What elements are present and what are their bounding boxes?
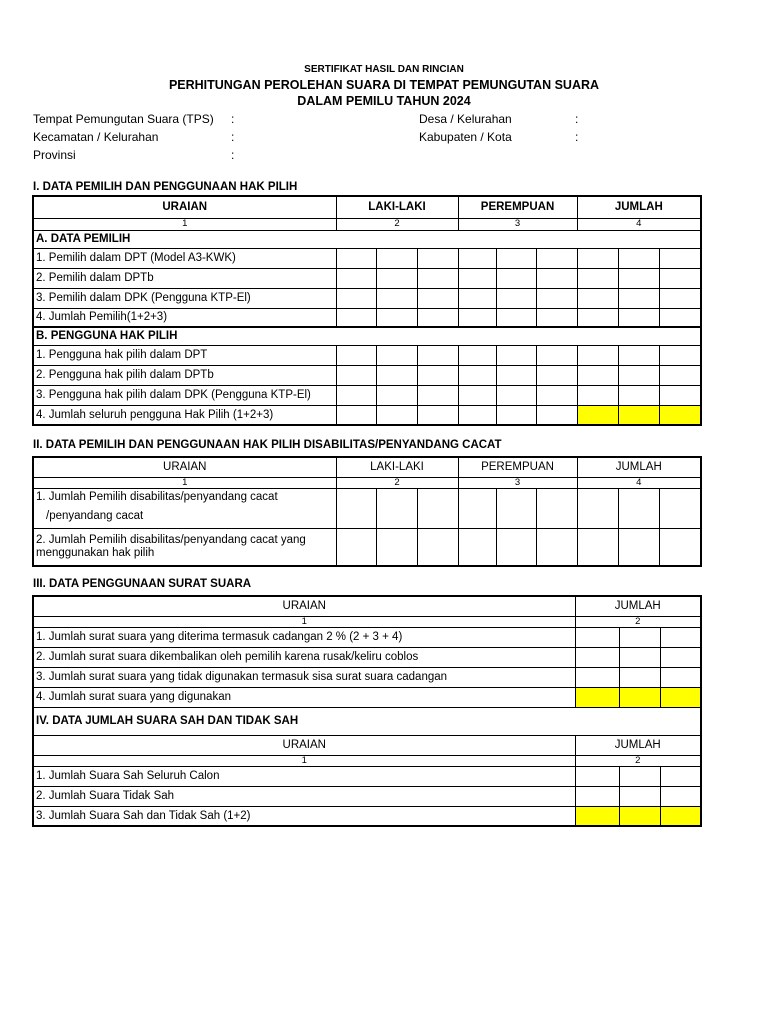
- row-label: 3. Jumlah surat suara yang tidak digunakan termasuk sisa surat suara cadangan: [33, 667, 575, 687]
- header-jumlah: JUMLAH: [577, 196, 701, 218]
- row-label-line1: 1. Jumlah Pemilih disabilitas/penyandang cacat: [36, 490, 278, 503]
- digit-cell[interactable]: [575, 667, 619, 687]
- digit-cell[interactable]: [536, 288, 577, 308]
- digit-cell[interactable]: [496, 365, 536, 385]
- section-3-table: [32, 595, 702, 827]
- digit-cell[interactable]: [577, 308, 618, 327]
- digit-cell[interactable]: [458, 365, 496, 385]
- table-row: [33, 308, 701, 327]
- label-tps: Tempat Pemungutan Suara (TPS): [33, 112, 214, 126]
- col-num: 3: [458, 218, 577, 230]
- digit-cell[interactable]: [417, 345, 458, 365]
- section-1-title: I. DATA PEMILIH DAN PENGGUNAAN HAK PILIH: [33, 181, 298, 193]
- digit-cell[interactable]: [496, 488, 536, 528]
- digit-cell[interactable]: [417, 248, 458, 268]
- col-num: 2: [575, 755, 701, 766]
- digit-cell[interactable]: [577, 528, 618, 566]
- digit-cell[interactable]: [659, 248, 701, 268]
- digit-cell[interactable]: [659, 268, 701, 288]
- col-num: 4: [577, 218, 701, 230]
- digit-cell[interactable]: [659, 288, 701, 308]
- digit-cell[interactable]: [417, 405, 458, 425]
- header-jumlah: JUMLAH: [575, 596, 701, 616]
- digit-cell[interactable]: [659, 488, 701, 528]
- digit-cell[interactable]: [336, 365, 376, 385]
- row-label: 1. Jumlah Suara Sah Seluruh Calon: [33, 766, 575, 786]
- table-row: [33, 385, 701, 405]
- label-desa: Desa / Kelurahan: [419, 112, 512, 126]
- label-kabupaten: Kabupaten / Kota: [419, 130, 512, 144]
- digit-cell[interactable]: [619, 647, 660, 667]
- total-cell[interactable]: [577, 405, 618, 425]
- group-a-label: A. DATA PEMILIH: [33, 230, 701, 248]
- row-label: 4. Jumlah Pemilih(1+2+3): [33, 308, 336, 327]
- digit-cell[interactable]: [575, 766, 619, 786]
- digit-cell[interactable]: [417, 528, 458, 566]
- digit-cell[interactable]: [660, 667, 701, 687]
- col-num: 2: [575, 616, 701, 627]
- table-row: [33, 365, 701, 385]
- total-cell[interactable]: [575, 806, 619, 826]
- section-2-title: II. DATA PEMILIH DAN PENGGUNAAN HAK PILIH DISABILITAS/PENYANDANG CACAT: [33, 439, 502, 451]
- col-num: 2: [336, 477, 458, 488]
- digit-cell[interactable]: [660, 627, 701, 647]
- total-cell[interactable]: [618, 405, 659, 425]
- digit-cell[interactable]: [618, 308, 659, 327]
- digit-cell[interactable]: [575, 647, 619, 667]
- row-label: [33, 488, 336, 528]
- digit-cell[interactable]: [336, 345, 376, 365]
- group-b-label: B. PENGGUNA HAK PILIH: [33, 327, 701, 345]
- digit-cell[interactable]: [618, 345, 659, 365]
- digit-cell[interactable]: [536, 308, 577, 327]
- digit-cell[interactable]: [536, 488, 577, 528]
- digit-cell[interactable]: [336, 528, 376, 566]
- colon-kabupaten: :: [575, 130, 579, 144]
- digit-cell[interactable]: [458, 385, 496, 405]
- row-label: 2. Pengguna hak pilih dalam DPTb: [33, 365, 336, 385]
- digit-cell[interactable]: [618, 288, 659, 308]
- digit-cell[interactable]: [496, 268, 536, 288]
- row-label: 1. Jumlah surat suara yang diterima termasuk cadangan 2 % (2 + 3 + 4): [33, 627, 575, 647]
- header-uraian: URAIAN: [33, 735, 575, 755]
- digit-cell[interactable]: [496, 308, 536, 327]
- digit-cell[interactable]: [536, 345, 577, 365]
- table-row: [33, 766, 701, 786]
- column-number-row: [33, 218, 701, 230]
- digit-cell[interactable]: [618, 528, 659, 566]
- row-label: 3. Jumlah Suara Sah dan Tidak Sah (1+2): [33, 806, 575, 826]
- section-2-table: [32, 456, 702, 567]
- digit-cell[interactable]: [417, 308, 458, 327]
- digit-cell[interactable]: [577, 385, 618, 405]
- table-row: [33, 405, 701, 425]
- header-uraian: URAIAN: [33, 596, 575, 616]
- row-label: 3. Pengguna hak pilih dalam DPK (Pengguna KTP-El): [33, 385, 336, 405]
- digit-cell[interactable]: [496, 528, 536, 566]
- digit-cell[interactable]: [660, 766, 701, 786]
- digit-cell[interactable]: [336, 308, 376, 327]
- digit-cell[interactable]: [577, 248, 618, 268]
- row-label: 2. Jumlah surat suara dikembalikan oleh pemilih karena rusak/keliru coblos: [33, 647, 575, 667]
- colon-tps: :: [231, 112, 235, 126]
- digit-cell[interactable]: [536, 385, 577, 405]
- digit-cell[interactable]: [458, 528, 496, 566]
- row-label: 2. Pemilih dalam DPTb: [33, 268, 336, 288]
- total-cell[interactable]: [619, 806, 660, 826]
- digit-cell[interactable]: [336, 405, 376, 425]
- digit-cell[interactable]: [496, 248, 536, 268]
- digit-cell[interactable]: [417, 365, 458, 385]
- digit-cell[interactable]: [536, 248, 577, 268]
- digit-cell[interactable]: [618, 248, 659, 268]
- section-4-title-row: [33, 707, 701, 735]
- column-number-row: [33, 755, 701, 766]
- table-row: [33, 667, 701, 687]
- column-number-row: [33, 616, 701, 627]
- digit-cell[interactable]: [659, 365, 701, 385]
- section-4-title: IV. DATA JUMLAH SUARA SAH DAN TIDAK SAH: [33, 707, 701, 735]
- certificate-subtitle: SERTIFIKAT HASIL DAN RINCIAN: [304, 64, 464, 75]
- digit-cell[interactable]: [417, 488, 458, 528]
- colon-provinsi: :: [231, 148, 235, 162]
- digit-cell[interactable]: [458, 405, 496, 425]
- digit-cell[interactable]: [376, 365, 417, 385]
- certificate-title: PERHITUNGAN PEROLEHAN SUARA DI TEMPAT PEMUNGUTAN SUARA: [168, 78, 600, 92]
- column-number-row: [33, 477, 701, 488]
- table-header-row: [33, 457, 701, 477]
- digit-cell[interactable]: [336, 248, 376, 268]
- table-row: [33, 806, 701, 826]
- digit-cell[interactable]: [536, 528, 577, 566]
- digit-cell[interactable]: [577, 365, 618, 385]
- table-row: [33, 345, 701, 365]
- digit-cell[interactable]: [659, 308, 701, 327]
- section-1-table: [32, 195, 702, 426]
- digit-cell[interactable]: [536, 405, 577, 425]
- digit-cell[interactable]: [376, 248, 417, 268]
- row-label: 1. Pemilih dalam DPT (Model A3-KWK): [33, 248, 336, 268]
- row-label: 4. Jumlah seluruh pengguna Hak Pilih (1+2+3): [33, 405, 336, 425]
- digit-cell[interactable]: [458, 488, 496, 528]
- digit-cell[interactable]: [496, 288, 536, 308]
- row-label: 1. Pengguna hak pilih dalam DPT: [33, 345, 336, 365]
- row-label-line2: /penyandang cacat: [46, 509, 144, 522]
- digit-cell[interactable]: [577, 488, 618, 528]
- header-uraian: URAIAN: [33, 196, 336, 218]
- digit-cell[interactable]: [496, 405, 536, 425]
- digit-cell[interactable]: [458, 308, 496, 327]
- digit-cell[interactable]: [376, 405, 417, 425]
- table-row: [33, 528, 701, 566]
- col-num: 1: [33, 218, 336, 230]
- header-jumlah: JUMLAH: [577, 457, 701, 477]
- table-row: [33, 248, 701, 268]
- colon-desa: :: [575, 112, 579, 126]
- digit-cell[interactable]: [496, 385, 536, 405]
- row-label: 3. Pemilih dalam DPK (Pengguna KTP-El): [33, 288, 336, 308]
- digit-cell[interactable]: [618, 385, 659, 405]
- digit-cell[interactable]: [577, 345, 618, 365]
- digit-cell[interactable]: [659, 385, 701, 405]
- row-label: 2. Jumlah Pemilih disabilitas/penyandang cacat yang menggunakan hak pilih: [33, 528, 336, 566]
- col-num: 1: [33, 477, 336, 488]
- colon-kecamatan: :: [231, 130, 235, 144]
- group-row: [33, 327, 701, 345]
- total-cell[interactable]: [575, 687, 619, 707]
- digit-cell[interactable]: [575, 627, 619, 647]
- header-perempuan: PEREMPUAN: [458, 196, 577, 218]
- digit-cell[interactable]: [619, 667, 660, 687]
- header-laki-laki: LAKI-LAKI: [336, 457, 458, 477]
- col-num: 2: [336, 218, 458, 230]
- digit-cell[interactable]: [619, 627, 660, 647]
- digit-cell[interactable]: [336, 488, 376, 528]
- row-label: 4. Jumlah surat suara yang digunakan: [33, 687, 575, 707]
- table-row: [33, 627, 701, 647]
- table-row: [33, 687, 701, 707]
- digit-cell[interactable]: [376, 308, 417, 327]
- digit-cell[interactable]: [536, 268, 577, 288]
- digit-cell[interactable]: [536, 365, 577, 385]
- digit-cell[interactable]: [417, 268, 458, 288]
- digit-cell[interactable]: [376, 528, 417, 566]
- digit-cell[interactable]: [376, 288, 417, 308]
- total-cell[interactable]: [659, 405, 701, 425]
- digit-cell[interactable]: [336, 288, 376, 308]
- table-row: [33, 488, 701, 528]
- digit-cell[interactable]: [336, 385, 376, 405]
- header-laki-laki: LAKI-LAKI: [336, 196, 458, 218]
- digit-cell[interactable]: [660, 647, 701, 667]
- table-row: [33, 647, 701, 667]
- table-row: [33, 288, 701, 308]
- total-cell[interactable]: [660, 806, 701, 826]
- digit-cell[interactable]: [376, 488, 417, 528]
- table-row: [33, 786, 701, 806]
- digit-cell[interactable]: [458, 345, 496, 365]
- digit-cell[interactable]: [458, 288, 496, 308]
- col-num: 4: [577, 477, 701, 488]
- digit-cell[interactable]: [458, 248, 496, 268]
- digit-cell[interactable]: [577, 268, 618, 288]
- header-uraian: URAIAN: [33, 457, 336, 477]
- section-3-title: III. DATA PENGGUNAAN SURAT SUARA: [33, 578, 252, 590]
- digit-cell[interactable]: [417, 288, 458, 308]
- table-header-row: [33, 735, 701, 755]
- col-num: 3: [458, 477, 577, 488]
- total-cell[interactable]: [619, 687, 660, 707]
- col-num: 1: [33, 755, 575, 766]
- total-cell[interactable]: [660, 687, 701, 707]
- digit-cell[interactable]: [458, 268, 496, 288]
- header-jumlah: JUMLAH: [575, 735, 701, 755]
- header-perempuan: PEREMPUAN: [458, 457, 577, 477]
- digit-cell[interactable]: [659, 528, 701, 566]
- digit-cell[interactable]: [618, 365, 659, 385]
- label-kecamatan: Kecamatan / Kelurahan: [33, 130, 159, 144]
- group-row: [33, 230, 701, 248]
- digit-cell[interactable]: [417, 385, 458, 405]
- digit-cell[interactable]: [575, 786, 619, 806]
- digit-cell[interactable]: [659, 345, 701, 365]
- digit-cell[interactable]: [577, 288, 618, 308]
- digit-cell[interactable]: [660, 786, 701, 806]
- digit-cell[interactable]: [619, 786, 660, 806]
- digit-cell[interactable]: [496, 345, 536, 365]
- digit-cell[interactable]: [376, 268, 417, 288]
- digit-cell[interactable]: [376, 345, 417, 365]
- digit-cell[interactable]: [619, 766, 660, 786]
- label-provinsi: Provinsi: [33, 148, 76, 162]
- col-num: 1: [33, 616, 575, 627]
- table-row: [33, 268, 701, 288]
- table-header-row: [33, 596, 701, 616]
- certificate-election-year: DALAM PEMILU TAHUN 2024: [297, 94, 471, 108]
- row-label: 2. Jumlah Suara Tidak Sah: [33, 786, 575, 806]
- table-header-row: [33, 196, 701, 218]
- digit-cell[interactable]: [336, 268, 376, 288]
- digit-cell[interactable]: [618, 488, 659, 528]
- digit-cell[interactable]: [618, 268, 659, 288]
- digit-cell[interactable]: [376, 385, 417, 405]
